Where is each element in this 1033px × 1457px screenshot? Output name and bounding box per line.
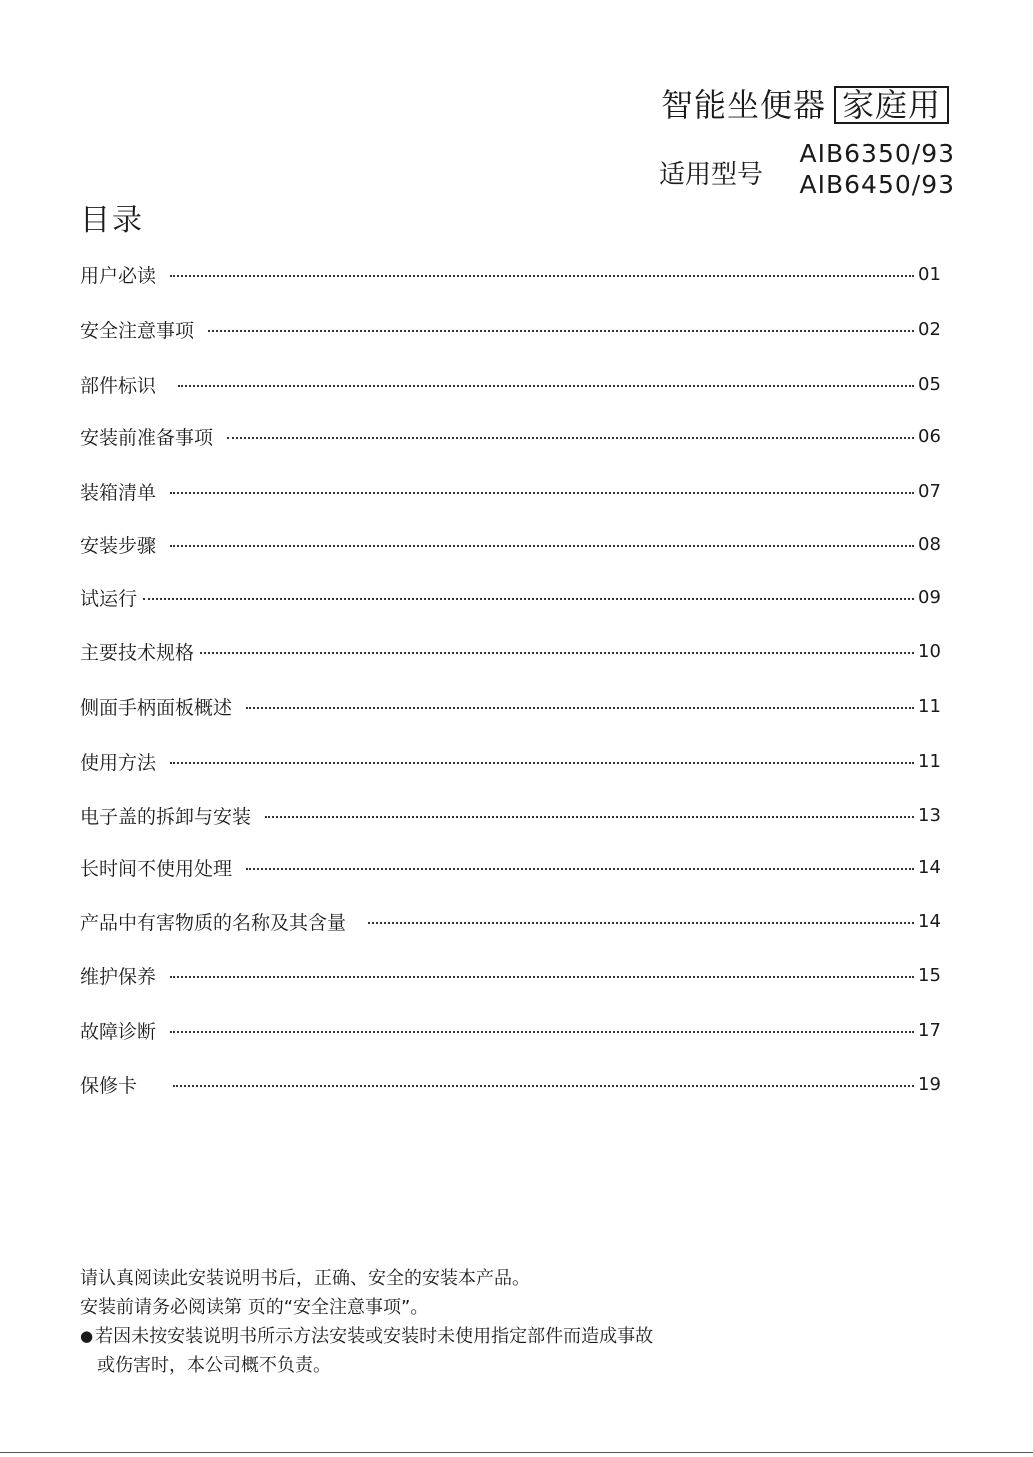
note-safety-reference: 安装前请务必阅读第 页的“安全注意事项”。 [80,1297,429,1318]
toc-dot-leader [173,1085,914,1087]
toc-entry-page: 11 [918,695,941,717]
page-bottom-rule [0,1452,1033,1453]
toc-dot-leader [368,922,914,924]
toc-entry[interactable] [80,634,942,668]
toc-dot-leader [227,437,914,439]
toc-dot-leader [246,707,914,709]
toc-entry[interactable] [80,1067,942,1101]
product-name: 智能坐便器 [660,86,826,124]
product-usage-tag: 家庭用 [834,86,949,124]
toc-entry[interactable] [80,580,942,614]
toc-entry-page: 15 [918,964,941,986]
model-list [800,138,955,200]
toc-dot-leader [265,816,914,818]
toc-entry-label: 试运行 [80,587,138,610]
toc-dot-leader [170,492,914,494]
toc-entry-page: 17 [918,1019,941,1041]
toc-entry-page: 19 [918,1073,941,1095]
model-label: 适用型号 [658,160,763,190]
disclaimer-line: 若因未按安装说明书所示方法安装或安装时未使用指定部件而造成事故 [95,1326,654,1347]
toc-dot-leader [200,652,914,654]
toc-entry-label: 侧面手柄面板概述 [80,696,233,719]
toc-entry[interactable] [80,312,942,346]
toc-entry-page: 06 [918,425,941,447]
toc-entry[interactable] [80,257,942,291]
toc-entry[interactable] [80,798,942,832]
disclaimer-line: 或伤害时，本公司概不负责。 [97,1355,331,1376]
toc-dot-leader [178,385,914,387]
toc-entry[interactable] [80,419,942,453]
model-number: AIB6450/93 [799,170,955,199]
toc-entry[interactable] [80,744,942,778]
toc-entry-label: 安全注意事项 [80,319,195,342]
model-number: AIB6350/93 [799,139,955,168]
toc-entry-label: 使用方法 [80,751,157,774]
toc-entry-label: 产品中有害物质的名称及其含量 [80,911,347,934]
toc-entry-page: 14 [918,910,941,932]
toc-entry-label: 安装步骤 [80,534,157,557]
toc-entry-page: 05 [918,373,941,395]
toc-entry-label: 故障诊断 [80,1020,157,1043]
toc-entry-page: 02 [918,318,941,340]
toc-entry[interactable] [80,904,942,938]
toc-entry-label: 部件标识 [80,374,157,397]
toc-entry[interactable] [80,958,942,992]
product-title [661,86,949,124]
toc-dot-leader [246,868,914,870]
document-header [569,86,955,206]
toc-entry-label: 用户必读 [80,264,157,287]
toc-entry-label: 保修卡 [80,1074,138,1097]
toc-entry-page: 09 [918,586,941,608]
bullet-dot-icon: ● [80,1327,94,1345]
toc-title: 目录 [80,203,144,238]
toc-entry-page: 01 [918,263,941,285]
installation-notes [80,1264,940,1380]
toc-entry-page: 13 [918,804,941,826]
toc-dot-leader [170,1031,914,1033]
toc-entry-label: 装箱清单 [80,481,157,504]
toc-entry-label: 电子盖的拆卸与安装 [80,805,252,828]
toc-entry[interactable] [80,850,942,884]
toc-dot-leader [143,598,914,600]
toc-dot-leader [170,545,914,547]
note-read-manual: 请认真阅读此安装说明书后，正确、安全的安装本产品。 [80,1268,530,1289]
toc-entry-label: 安装前准备事项 [80,426,214,449]
disclaimer-bullet [80,1322,940,1351]
toc-dot-leader [170,762,914,764]
toc-entry-page: 11 [918,750,941,772]
toc-entry-page: 14 [918,856,941,878]
toc-entry-label: 主要技术规格 [80,641,195,664]
toc-entry[interactable] [80,689,942,723]
toc-entry-page: 10 [918,640,941,662]
toc-entry-label: 维护保养 [80,965,157,988]
toc-entry[interactable] [80,527,942,561]
toc-entry[interactable] [80,1013,942,1047]
toc-dot-leader [170,275,914,277]
toc-entry-label: 长时间不使用处理 [80,857,233,880]
toc-entry-page: 07 [918,480,941,502]
toc-dot-leader [208,330,914,332]
toc-dot-leader [170,976,914,978]
toc-entry[interactable] [80,474,942,508]
toc-entry[interactable] [80,367,942,401]
toc-entry-page: 08 [918,533,941,555]
